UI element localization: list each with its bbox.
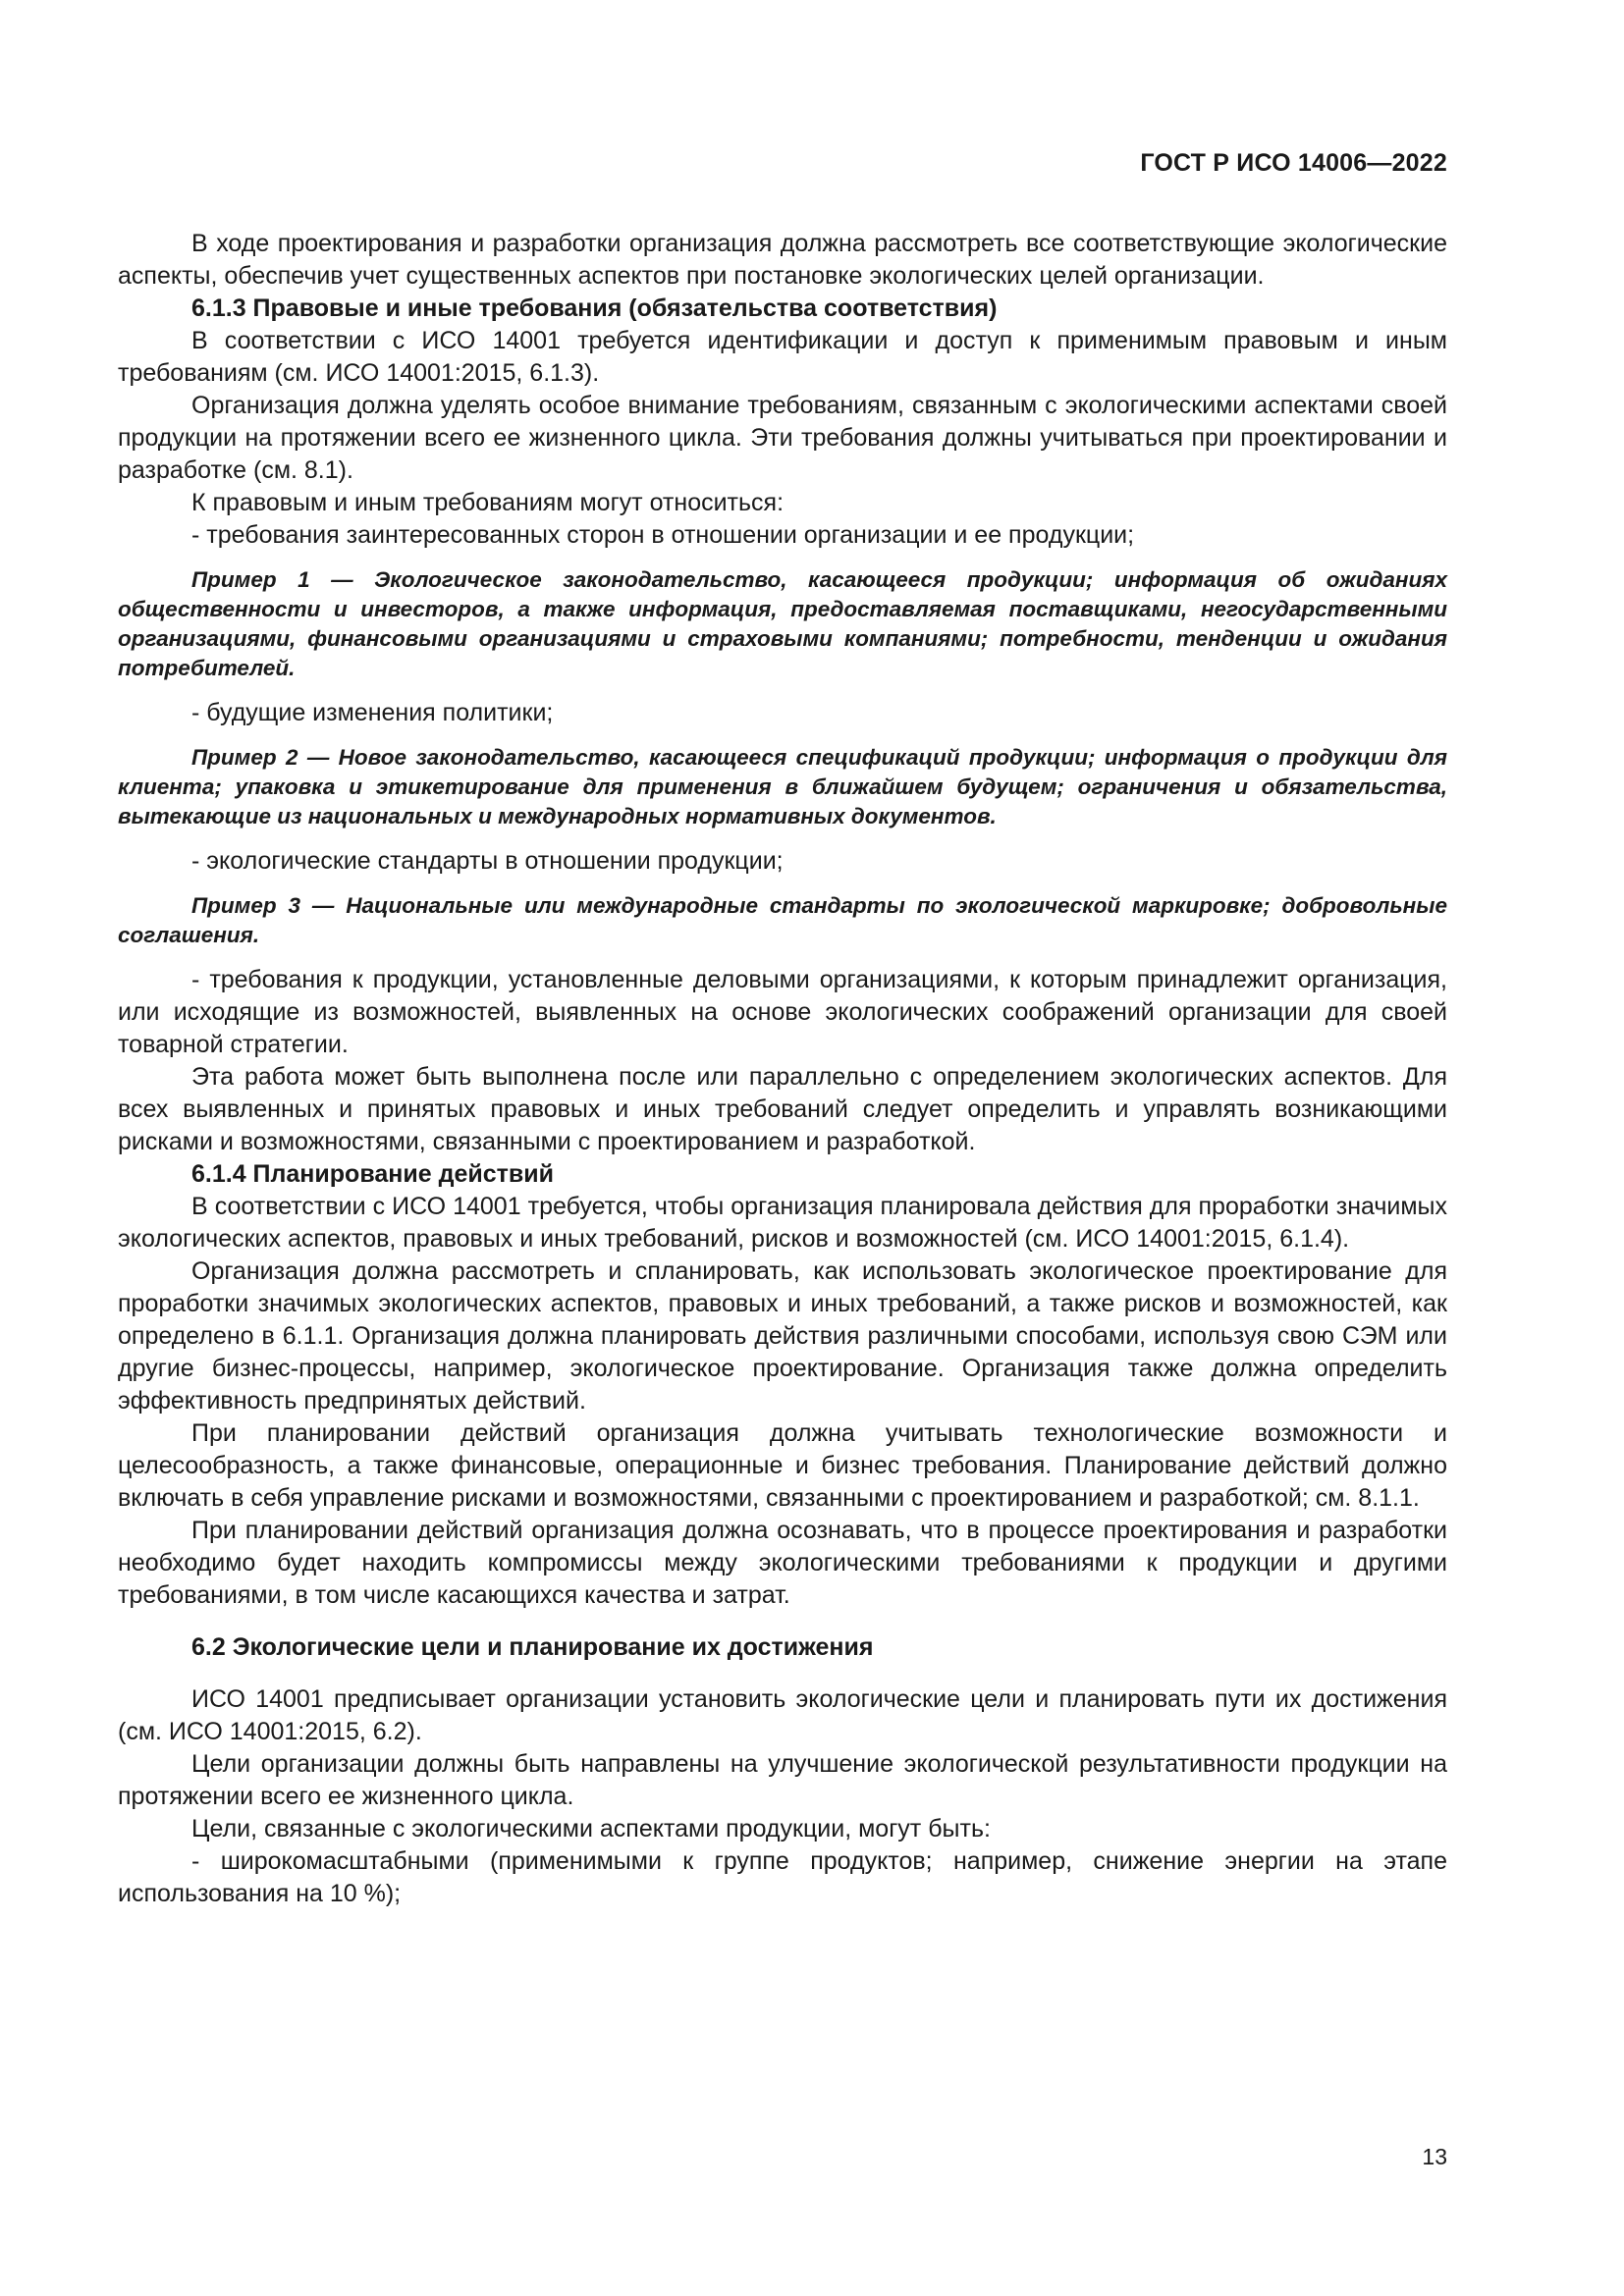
section-heading-6-1-4: 6.1.4 Планирование действий <box>191 1160 554 1188</box>
paragraph: При планировании действий организация должна осознавать, что в процессе проектирования и разработки необходимо будет находить компромиссы между экологическими требованиями к продукции и другими требованиями, в том числе касающихся качества и затрат. <box>118 1517 1447 1609</box>
section-heading-6-1-3: 6.1.3 Правовые и иные требования (обязательства соответствия) <box>191 294 998 322</box>
list-item: - требования к продукции, установленные деловыми организациями, к которым принадлежит организация, или исходящие из возможностей, выявленных на основе экологических соображений организации для своей товарной стратегии. <box>118 966 1447 1058</box>
list-item: - экологические стандарты в отношении продукции; <box>191 847 784 875</box>
document-code-header: ГОСТ Р ИСО 14006—2022 <box>1140 149 1447 177</box>
list-item: - широкомасштабными (применимыми к группе продуктов; например, снижение энергии на этапе использования на 10 %); <box>118 1847 1447 1907</box>
list-item: - будущие изменения политики; <box>191 699 554 726</box>
list-item: - требования заинтересованных сторон в отношении организации и ее продукции; <box>191 521 1135 549</box>
paragraph: Цели организации должны быть направлены на улучшение экологической результативности продукции на протяжении всего ее жизненного цикла. <box>118 1750 1447 1810</box>
paragraph: Эта работа может быть выполнена после или параллельно с определением экологических аспектов. Для всех выявленных и принятых правовых и иных требований следует определить и управлять возникающими рисками и возможностями, связанными с проектированием и разработкой. <box>118 1063 1447 1155</box>
paragraph: ИСО 14001 предписывает организации установить экологические цели и планировать пути их достижения (см. ИСО 14001:2015, 6.2). <box>118 1685 1447 1745</box>
paragraph: В ходе проектирования и разработки организация должна рассмотреть все соответствующие экологические аспекты, обеспечив учет существенных аспектов при постановке экологических целей организации. <box>118 230 1447 290</box>
document-body <box>118 228 1447 1910</box>
document-page <box>118 0 1447 2296</box>
paragraph: При планировании действий организация должна учитывать технологические возможности и целесообразность, а также финансовые, операционные и бизнес требования. Планирование действий должно включать в себя управление рисками и возможностями, связанными с проектированием и разработкой; см. 8.1.1. <box>118 1419 1447 1512</box>
paragraph: Организация должна уделять особое внимание требованиям, связанным с экологическими аспектами своей продукции на протяжении всего ее жизненного цикла. Эти требования должны учитываться при проектировании и разработке (см. 8.1). <box>118 392 1447 484</box>
paragraph: В соответствии с ИСО 14001 требуется идентификации и доступ к применимым правовым и иным требованиям (см. ИСО 14001:2015, 6.1.3). <box>118 327 1447 387</box>
example-2: Пример 2 — Новое законодательство, касающееся спецификаций продукции; информация о продукции для клиента; упаковка и этикетирование для применения в ближайшем будущем; ограничения и обязательства, вытекающие из национальных и международных нормативных документов. <box>118 745 1447 828</box>
example-1: Пример 1 — Экологическое законодательство, касающееся продукции; информация об ожиданиях общественности и инвесторов, а также информация, предоставляемая поставщиками, негосударственными организациями, финансовыми организациями и страховыми компаниями; потребности, тенденции и ожидания потребителей. <box>118 567 1447 680</box>
page-number: 13 <box>1422 2144 1447 2169</box>
paragraph: К правовым и иным требованиям могут относиться: <box>191 489 785 516</box>
paragraph: В соответствии с ИСО 14001 требуется, чтобы организация планировала действия для проработки значимых экологических аспектов, правовых и иных требований, рисков и возможностей (см. ИСО 14001:2015, 6.1.4). <box>118 1193 1447 1253</box>
section-heading-6-2: 6.2 Экологические цели и планирование их достижения <box>191 1633 874 1661</box>
example-3: Пример 3 — Национальные или международные стандарты по экологической маркировке; добровольные соглашения. <box>118 893 1447 947</box>
paragraph: Организация должна рассмотреть и спланировать, как использовать экологическое проектирование для проработки значимых экологических аспектов, правовых и иных требований, а также рисков и возможностей, как определено в 6.1.1. Организация должна планировать действия различными способами, используя свою СЭМ или другие бизнес-процессы, например, экологическое проектирование. Организация также должна определить эффективность предпринятых действий. <box>118 1257 1447 1415</box>
paragraph: Цели, связанные с экологическими аспектами продукции, могут быть: <box>191 1815 991 1842</box>
